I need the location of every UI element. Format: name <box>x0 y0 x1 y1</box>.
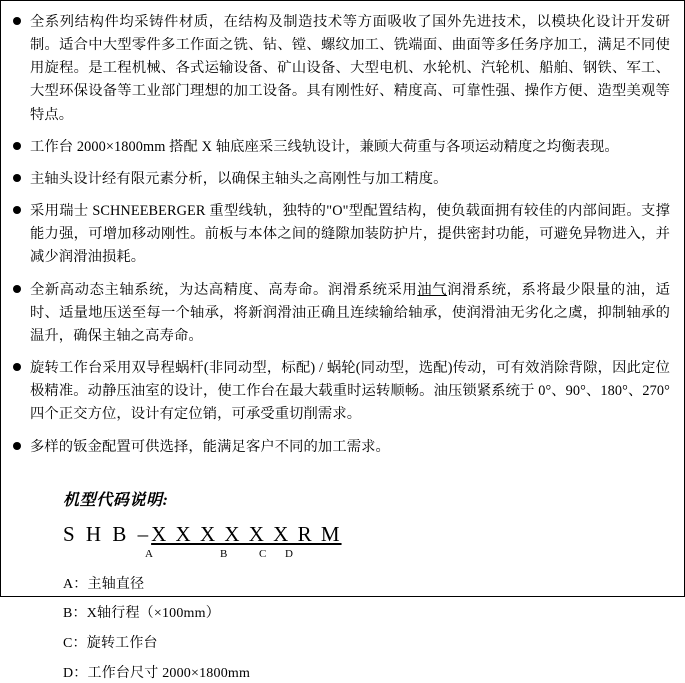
list-item <box>13 357 670 426</box>
model-code-prefix: S H B – <box>63 521 152 546</box>
bullet-text: 全系列结构件均采铸件材质，在结构及制造技术等方面吸收了国外先进技术，以模块化设计开发研制。适合中大型零件多工作面之铣、钻、镗、螺纹加工、铣端面、曲面等多任务序加工，满足不同使用旋程。是工程机械、各式运输设备、矿山设备、大型电机、水轮机、汽轮机、船舶、钢铁、军工、大型环保设备等工业部门理想的加工设备。具有刚性好、精度高、可靠性强、操作方便、造型美观等特点。 <box>30 14 670 123</box>
bullet-dot-icon <box>13 363 21 371</box>
bullet-text: 主轴头设计经有限元素分析，以确保主轴头之高刚性与加工精度。 <box>30 170 448 187</box>
bullet-dot-icon <box>13 206 21 214</box>
bullet-dot-icon <box>13 174 21 182</box>
legend-item-c: C：旋转工作台 <box>63 636 158 652</box>
legend-item-a: A：主轴直径 <box>63 576 145 592</box>
marker-b: B <box>220 547 228 560</box>
legend-item-d: D：工作台尺寸 2000×1800mm <box>63 666 251 682</box>
bullet-text: 工作台 2000×1800mm 搭配 X 轴底座采三线轨设计，兼顾大荷重与各项运动精度之均衡表现。 <box>30 138 619 155</box>
list-item-lubrication <box>13 279 670 348</box>
model-code-variables: X X X X X X R M <box>151 521 342 546</box>
bullet-dot-icon <box>13 442 21 450</box>
bullet-text-underlined: 油气 <box>417 281 448 298</box>
feature-bullet-list <box>13 11 670 459</box>
model-code-formula <box>63 522 670 547</box>
model-code-markers <box>63 548 670 563</box>
bullet-text-after: 润滑系统，系将最少限量的油，适时、适量地压送至每一个轴承，将新润滑油正确且连续输给轴承，使润滑油无劣化之虞，抑制轴承的温升，确保主轴之高寿命。 <box>30 281 671 344</box>
bullet-text: 采用瑞士 SCHNEEBERGER 重型线轨，独特的"O"型配置结构，使负载面拥有较佳的内部间距。支撑能力强，可增加移动刚性。前板与本体之间的缝隙加装防护片，提供密封功能，可避免异物进入，并减少润滑油损耗。 <box>30 203 670 266</box>
bullet-dot-icon <box>13 142 21 150</box>
bullet-dot-icon <box>13 285 21 293</box>
list-item <box>13 11 670 127</box>
bullet-text: 多样的钣金配置可供选择，能满足客户不同的加工需求。 <box>30 438 390 455</box>
model-code-legend <box>63 577 670 683</box>
list-item <box>13 200 670 269</box>
bullet-text-before: 全新高动态主轴系统，为达高精度、高寿命。润滑系统采用 <box>30 281 418 298</box>
list-item <box>13 436 670 459</box>
marker-d: D <box>285 547 293 560</box>
legend-item-b: B：X轴行程（×100mm） <box>63 606 220 622</box>
bullet-text: 旋转工作台采用双导程蜗杆(非同动型，标配) / 蜗轮(同动型，选配)传动，可有效消除背隙，因此定位极精准。动静压油室的设计，使工作台在最大载重时运转顺畅。油压锁紧系统于 0°、90°、180°、270°四个正交方位，设计有定位销，可承受重切削需求。 <box>30 360 670 423</box>
list-item <box>13 136 670 159</box>
marker-c: C <box>259 547 267 560</box>
model-code-section <box>13 487 670 683</box>
model-code-title: 机型代码说明: <box>63 491 169 509</box>
bullet-dot-icon <box>13 17 21 25</box>
bullet-text <box>30 279 670 348</box>
marker-a: A <box>145 547 153 560</box>
list-item <box>13 168 670 191</box>
